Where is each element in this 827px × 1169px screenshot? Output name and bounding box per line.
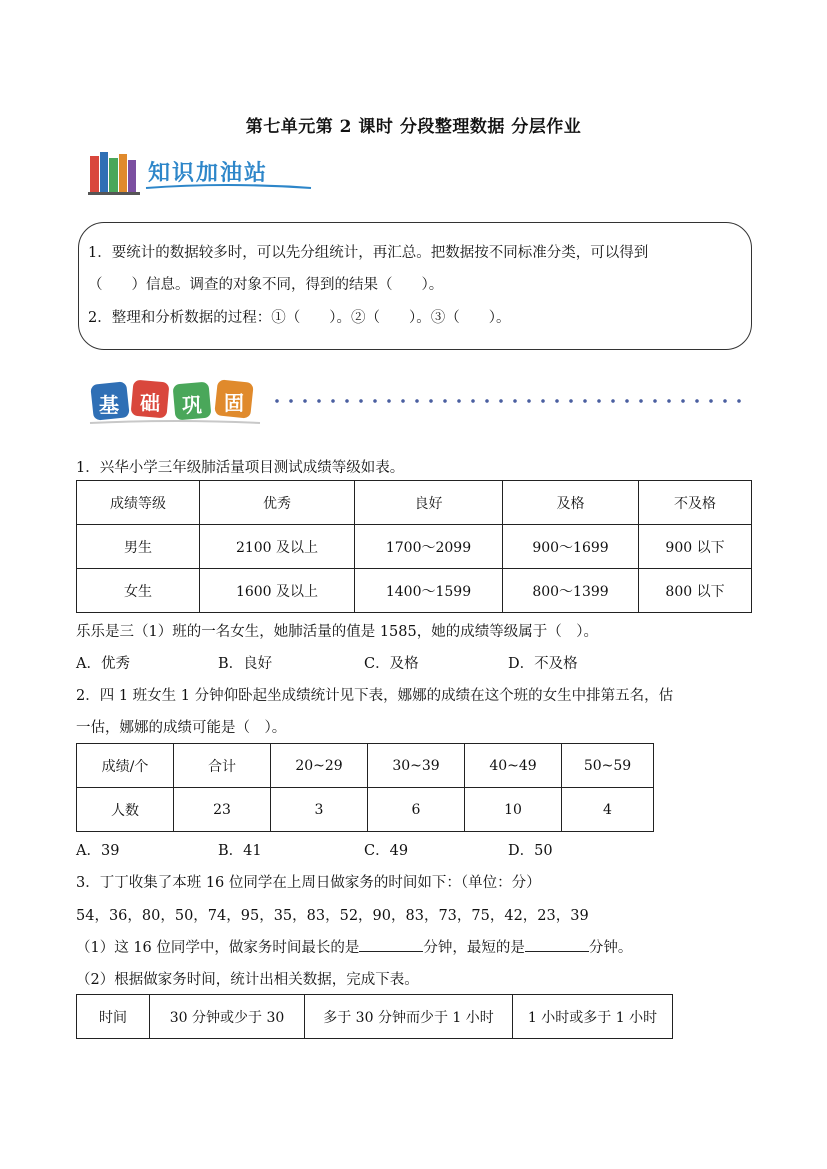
q2-line-2: 一估，娜娜的成绩可能是（ ）。 [76, 720, 287, 736]
q3-sub1 [76, 936, 632, 957]
q2-header-cell: 合计 [174, 744, 271, 788]
dotted-divider [270, 399, 748, 403]
q1-header-cell: 成绩等级 [77, 481, 200, 525]
q3-header-row [77, 995, 673, 1039]
q2-option-c: C．49 [364, 843, 409, 859]
q2-header-cell: 成绩/个 [77, 744, 174, 788]
q2-cell: 人数 [77, 788, 174, 832]
q1-header-row [77, 481, 752, 525]
basic-banner [88, 375, 268, 427]
q2-header-cell: 20~29 [271, 744, 368, 788]
q3-table [76, 994, 673, 1039]
q1-header-cell: 良好 [355, 481, 503, 525]
q2-line-1: 2．四 1 班女生 1 分钟仰卧起坐成绩统计见下表，娜娜的成绩在这个班的女生中排第五名，估 [76, 688, 674, 704]
knowledge-line-1: 1．要统计的数据较多时，可以先分组统计，再汇总。把数据按不同标准分类，可以得到 [88, 245, 649, 261]
q2-header-cell: 30~39 [368, 744, 465, 788]
q2-cell: 23 [174, 788, 271, 832]
q1-stem: 1．兴华小学三年级肺活量项目测试成绩等级如表。 [76, 460, 405, 476]
q1-cell: 1700～2099 [355, 525, 503, 569]
q3-sub1-part-b: 分钟，最短的是 [423, 940, 525, 956]
knowledge-line-2: （ ）信息。调查的对象不同，得到的结果（ ）。 [88, 277, 444, 293]
q1-option-a: A．优秀 [76, 656, 130, 672]
q1-question: 乐乐是三（1）班的一名女生，她肺活量的值是 1585，她的成绩等级属于（ ）。 [76, 624, 598, 640]
q1-header-cell: 优秀 [200, 481, 355, 525]
q1-cell: 女生 [77, 569, 200, 613]
q2-table [76, 743, 654, 832]
q2-header-row [77, 744, 654, 788]
q2-option-a: A．39 [76, 843, 120, 859]
q2-cell: 4 [562, 788, 654, 832]
q3-data: 54，36，80，50，74，95，35，83，52，90，83，73，75，42，23，39 [76, 908, 589, 924]
q3-sub2: （2）根据做家务时间，统计出相关数据，完成下表。 [76, 972, 419, 988]
q1-cell: 男生 [77, 525, 200, 569]
knowledge-banner [86, 148, 318, 198]
q3-header-cell: 多于 30 分钟而少于 1 小时 [305, 995, 513, 1039]
q2-cell: 3 [271, 788, 368, 832]
q1-row-girls [77, 569, 752, 613]
q1-table [76, 480, 752, 613]
q3-line-1: 3．丁丁收集了本班 16 位同学在上周日做家务的时间如下：（单位：分） [76, 875, 541, 891]
q3-sub1-part-c: 分钟。 [588, 940, 633, 956]
q1-cell: 800 以下 [639, 569, 752, 613]
tile-char-1: 基 [99, 393, 119, 417]
q1-option-b: B．良好 [218, 656, 273, 672]
knowledge-banner-title: 知识加油站 [148, 161, 269, 186]
q2-option-d: D．50 [508, 843, 553, 859]
q2-cell: 6 [368, 788, 465, 832]
q1-cell: 900～1699 [503, 525, 639, 569]
tile-char-3: 巩 [182, 393, 202, 417]
q3-header-cell: 时间 [77, 995, 150, 1039]
tile-char-4: 固 [224, 391, 244, 415]
q3-sub1-part-a: （1）这 16 位同学中，做家务时间最长的是 [76, 940, 360, 956]
q3-header-cell: 1 小时或多于 1 小时 [513, 995, 673, 1039]
q1-header-cell: 不及格 [639, 481, 752, 525]
answer-blank-max[interactable] [359, 937, 423, 952]
answer-blank-min[interactable] [525, 937, 589, 952]
knowledge-line-3: 2．整理和分析数据的过程：①（ ）。②（ ）。③（ ）。 [88, 310, 511, 326]
q1-option-c: C．及格 [364, 656, 419, 672]
q2-option-b: B．41 [218, 843, 262, 859]
q1-cell: 800～1399 [503, 569, 639, 613]
q3-header-cell: 30 分钟或少于 30 [150, 995, 305, 1039]
q1-cell: 1400～1599 [355, 569, 503, 613]
q2-header-cell: 40~49 [465, 744, 562, 788]
q1-cell: 1600 及以上 [200, 569, 355, 613]
tile-char-2: 础 [140, 391, 160, 415]
q1-cell: 2100 及以上 [200, 525, 355, 569]
q2-data-row [77, 788, 654, 832]
q1-header-cell: 及格 [503, 481, 639, 525]
page-title: 第七单元第 2 课时 分段整理数据 分层作业 [245, 117, 582, 137]
q1-row-boys [77, 525, 752, 569]
q2-header-cell: 50~59 [562, 744, 654, 788]
q1-option-d: D．不及格 [508, 656, 578, 672]
q2-cell: 10 [465, 788, 562, 832]
banner-underline [86, 148, 318, 198]
q1-cell: 900 以下 [639, 525, 752, 569]
